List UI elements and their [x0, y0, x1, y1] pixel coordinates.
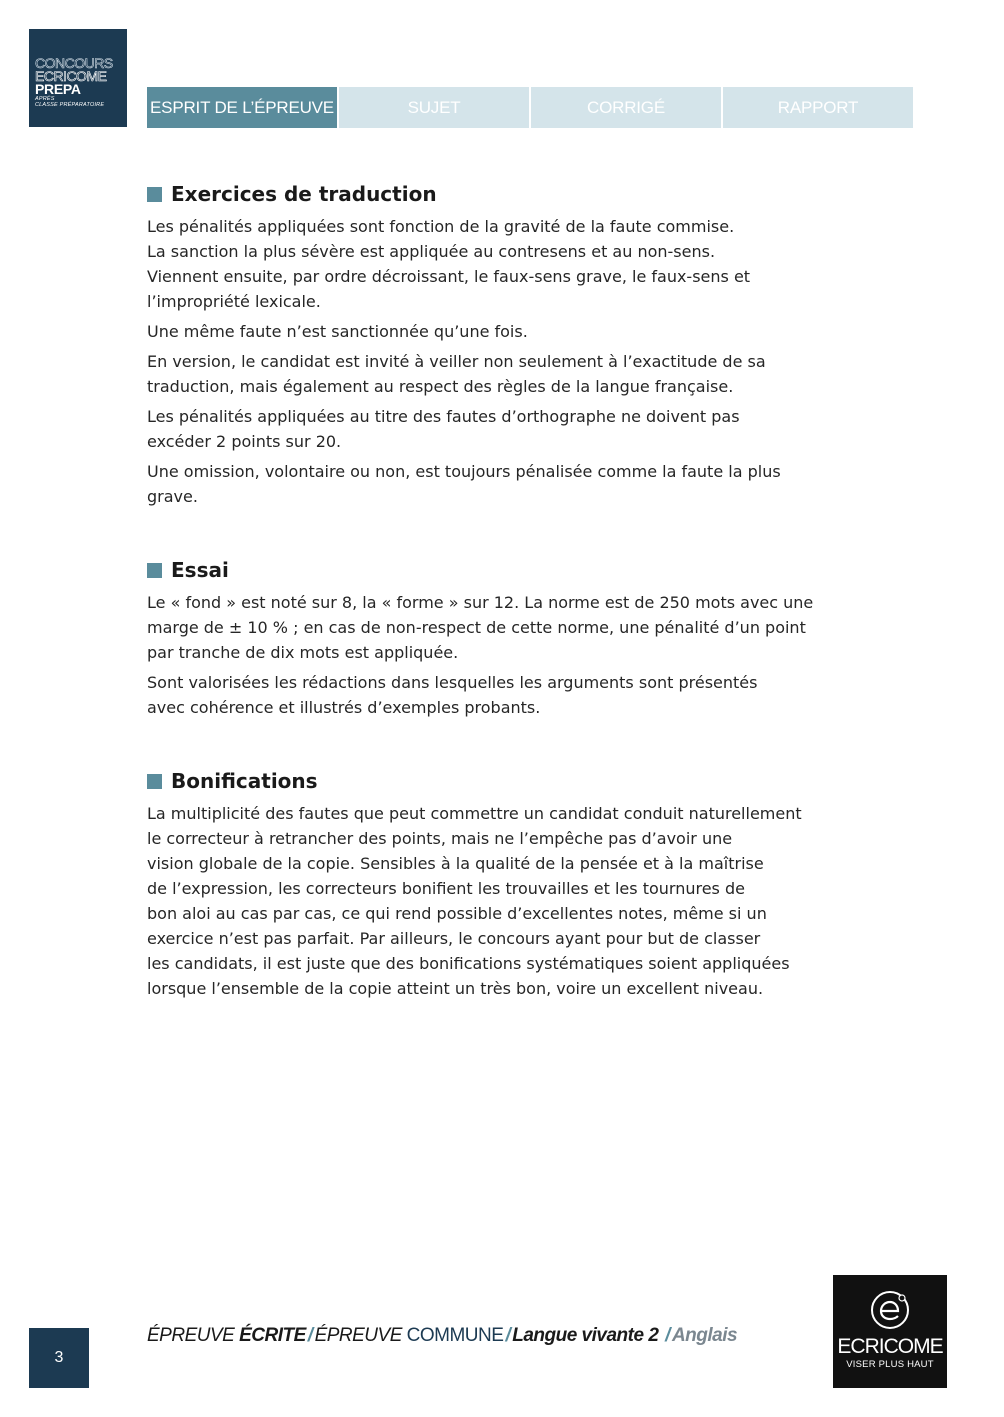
footer-anglais: Anglais — [671, 1325, 738, 1346]
tab-rapport[interactable]: RAPPORT — [723, 87, 913, 128]
brand-name: ECRICOME — [837, 1335, 943, 1358]
square-bullet-icon — [147, 563, 162, 578]
section-title: Exercices de traduction — [171, 182, 437, 206]
section-heading — [147, 556, 837, 584]
paragraph: La multiplicité des fautes que peut commettre un candidat conduit naturellement le correcteur à retrancher des points, mais ne l’empêche pas d’avoir une vision globale de la copie. Sensibles à la qualité de la pensée et à la maîtrise de l’expression, les correcteurs bonifient les trouvailles et les tournures de bon aloi au cas par cas, ce qui rend possible d’excellentes notes, même si un exercice n’est pas parfait. Par ailleurs, le concours ayant pour but de classer les candidats, il est juste que des bonifications systématiques soient appliquées lorsque l’ensemble de la copie atteint un très bon, voire un excellent niveau. — [147, 804, 802, 998]
paragraph: Sont valorisées les rédactions dans lesquelles les arguments sont présentés avec cohérence et illustrés d’exemples probants. — [147, 673, 758, 717]
tab-sujet[interactable]: SUJET — [339, 87, 529, 128]
footer-langue-vivante: Langue vivante 2 — [512, 1325, 659, 1346]
section-nav — [147, 87, 915, 128]
brand-tagline: VISER PLUS HAUT — [846, 1359, 934, 1370]
ecricome-brand-logo — [833, 1275, 947, 1388]
section-heading — [147, 767, 837, 795]
square-bullet-icon — [147, 774, 162, 789]
page-number: 3 — [29, 1328, 89, 1388]
section-bonifications — [147, 767, 837, 1001]
logo-classe-preparatoire: CLASSE PRÉPARATOIRE — [35, 102, 105, 108]
paragraph: Les pénalités appliquées sont fonction de la gravité de la faute commise. La sanction la plus sévère est appliquée au contresens et au non-sens. Viennent ensuite, par ordre décroissant, le faux-sens grave, le faux-sens et l’impropriété lexicale. — [147, 217, 751, 311]
section-title: Bonifications — [171, 769, 318, 793]
section-essai — [147, 556, 837, 720]
main-content — [147, 180, 837, 1048]
footer-commune: COMMUNE — [406, 1325, 504, 1346]
tab-esprit-de-l-epreuve[interactable]: ESPRIT DE L’ÉPREUVE — [147, 87, 337, 128]
paragraph: Une omission, volontaire ou non, est toujours pénalisée comme la faute la plus grave. — [147, 462, 781, 506]
logo-apres: APRÈS — [35, 96, 55, 102]
logo-concours: CONCOURS — [35, 55, 113, 71]
paragraph: Les pénalités appliquées au titre des fautes d’orthographe ne doivent pas excéder 2 points sur 20. — [147, 407, 740, 451]
paragraph: En version, le candidat est invité à veiller non seulement à l’exactitude de sa traduction, mais également au respect des règles de la langue française. — [147, 352, 766, 396]
footer-epreuve: ÉPREUVE — [147, 1325, 240, 1346]
paragraph: Le « fond » est noté sur 8, la « forme » sur 12. La norme est de 250 mots avec une marge de ± 10 % ; en cas de non-respect de cette norme, une pénalité d’un point par tranche de dix mots est appliquée. — [147, 593, 814, 662]
paragraph: Une même faute n’est sanctionnée qu’une fois. — [147, 322, 528, 341]
footer-separator: / — [307, 1325, 313, 1346]
footer-separator: / — [665, 1325, 670, 1346]
ecricome-e-icon — [869, 1289, 911, 1331]
logo-prepa: PREPA — [35, 81, 81, 97]
logo-ecricome: ECRICOME — [35, 68, 107, 84]
section-heading — [147, 180, 837, 208]
footer-epreuve-2: ÉPREUVE — [314, 1325, 407, 1346]
section-exercices-de-traduction — [147, 180, 837, 509]
tab-corrige[interactable]: CORRIGÉ — [531, 87, 721, 128]
section-title: Essai — [171, 558, 229, 582]
concours-ecricome-prepa-logo — [29, 29, 127, 127]
footer-breadcrumb — [147, 1325, 737, 1347]
square-bullet-icon — [147, 187, 162, 202]
footer-separator: / — [505, 1325, 511, 1346]
footer-ecrite: ÉCRITE — [239, 1325, 306, 1346]
